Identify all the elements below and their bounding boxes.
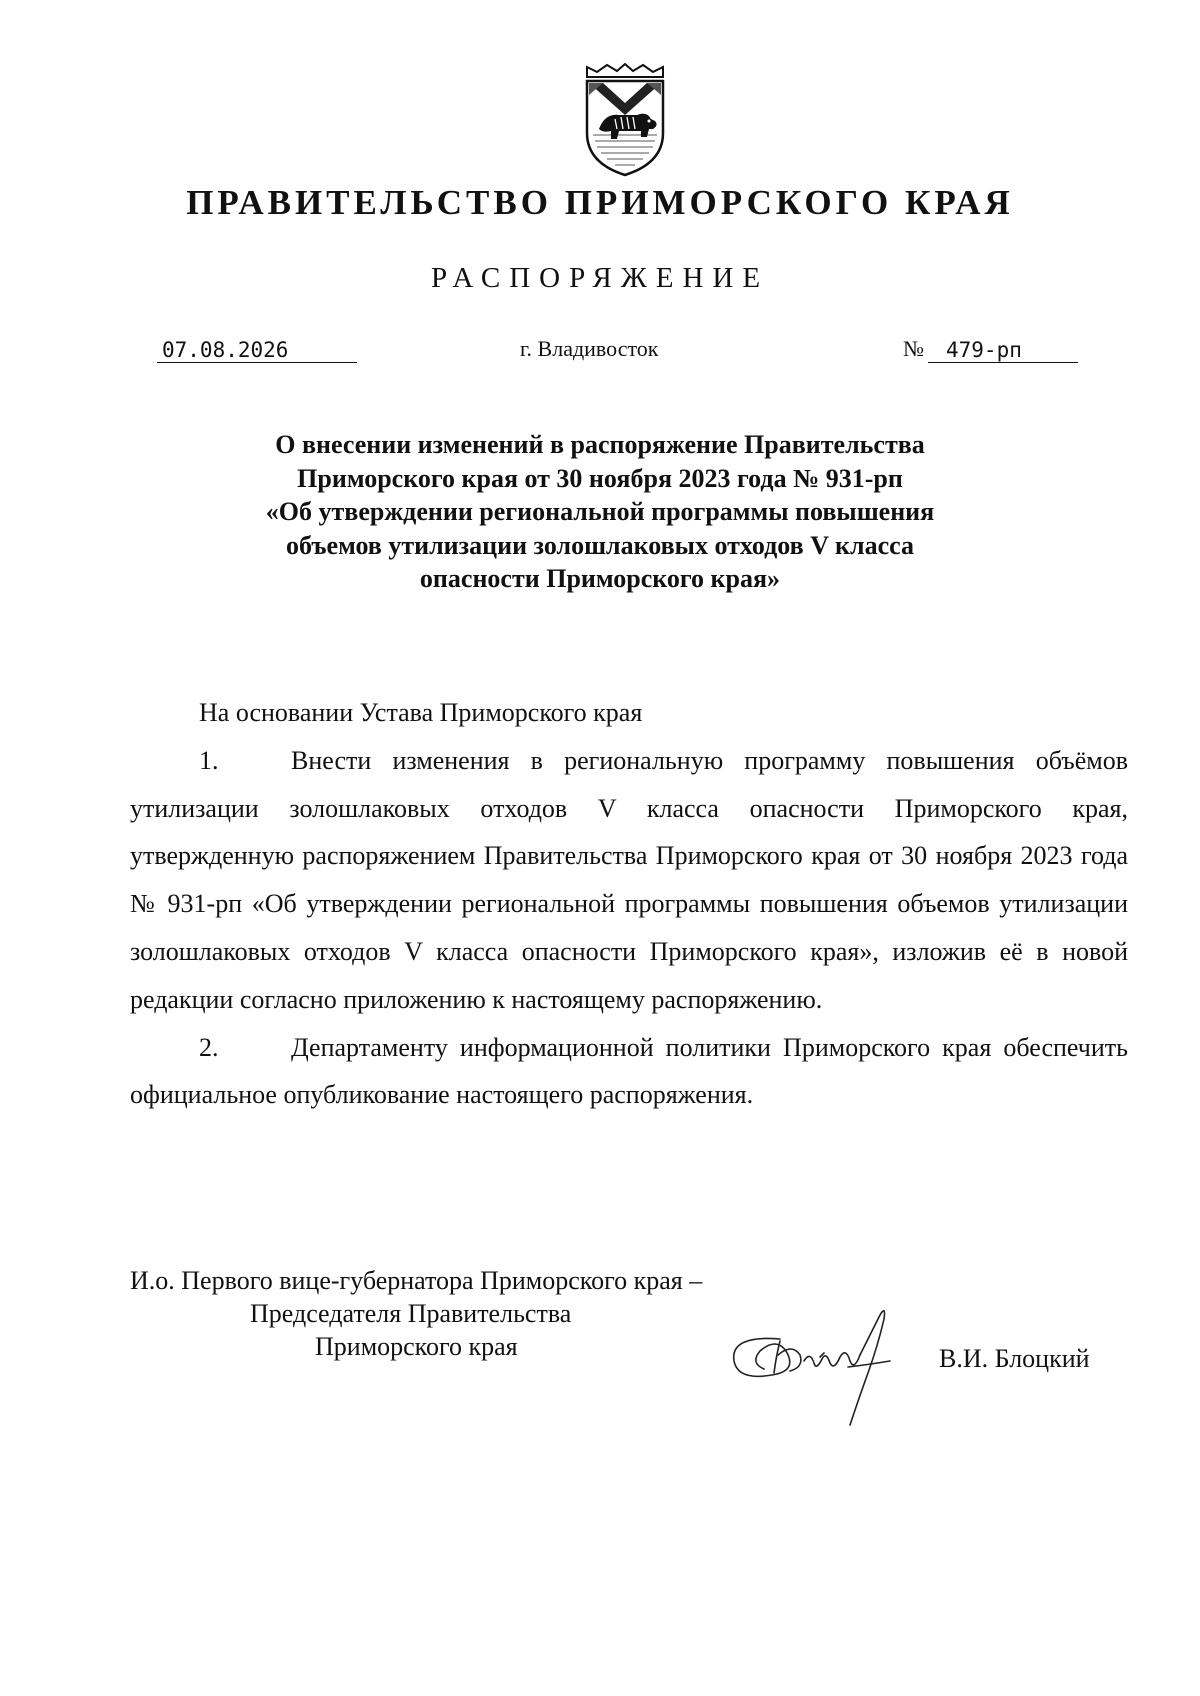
signatory-position: [130, 1264, 702, 1363]
handwritten-signature: [720, 1295, 920, 1435]
clause-2: [130, 1024, 1128, 1120]
document-date: 07.08.2026: [157, 338, 357, 363]
document-city: г. Владивосток: [520, 336, 659, 361]
number-sign: №: [903, 336, 924, 361]
heading-line: «Об утверждении региональной программы повышения: [265, 497, 935, 526]
document-heading: [150, 428, 1050, 596]
coat-of-arms-emblem: [575, 63, 675, 178]
heading-line: опасности Приморского края»: [419, 564, 781, 593]
clause-1: [130, 737, 1128, 1024]
position-line: Приморского края: [315, 1332, 518, 1361]
position-line: Председателя Правительства: [250, 1299, 572, 1328]
clause-number: 1.: [199, 745, 219, 775]
heading-line: О внесении изменений в распоряжение Правительства: [275, 430, 925, 459]
clause-number: 2.: [199, 1032, 219, 1062]
heading-line: Приморского края от 30 ноября 2023 года № 931-рп: [297, 463, 903, 493]
signer-name: В.И. Блоцкий: [939, 1344, 1090, 1373]
organization-title: ПРАВИТЕЛЬСТВО ПРИМОРСКОГО КРАЯ: [186, 183, 1014, 222]
clause-text: Внести изменения в региональную программу повышения объёмов утилизации золошлаковых отходов V класса опасности Приморского края, утвержденную распоряжением Правительства Приморского края от 30 ноября 2023 года № 931-рп «Об утверждении региональной программы повышения объемов утилизации золошлаковых отходов V класса опасности Приморского края», изложив её в новой редакции согласно приложению к настоящему распоряжению.: [130, 745, 1128, 1014]
document-number: 479-рп: [928, 338, 1078, 363]
legal-basis: На основании Устава Приморского края: [199, 698, 643, 727]
heading-line: объемов утилизации золошлаковых отходов V класса: [286, 530, 914, 560]
document-type: РАСПОРЯЖЕНИЕ: [430, 262, 770, 294]
clause-text: Департаменту информационной политики Приморского края обеспечить официальное опубликование настоящего распоряжения.: [130, 1032, 1128, 1110]
document-body: [130, 689, 1128, 1119]
position-line: И.о. Первого вице-губернатора Приморского края –: [130, 1266, 703, 1295]
